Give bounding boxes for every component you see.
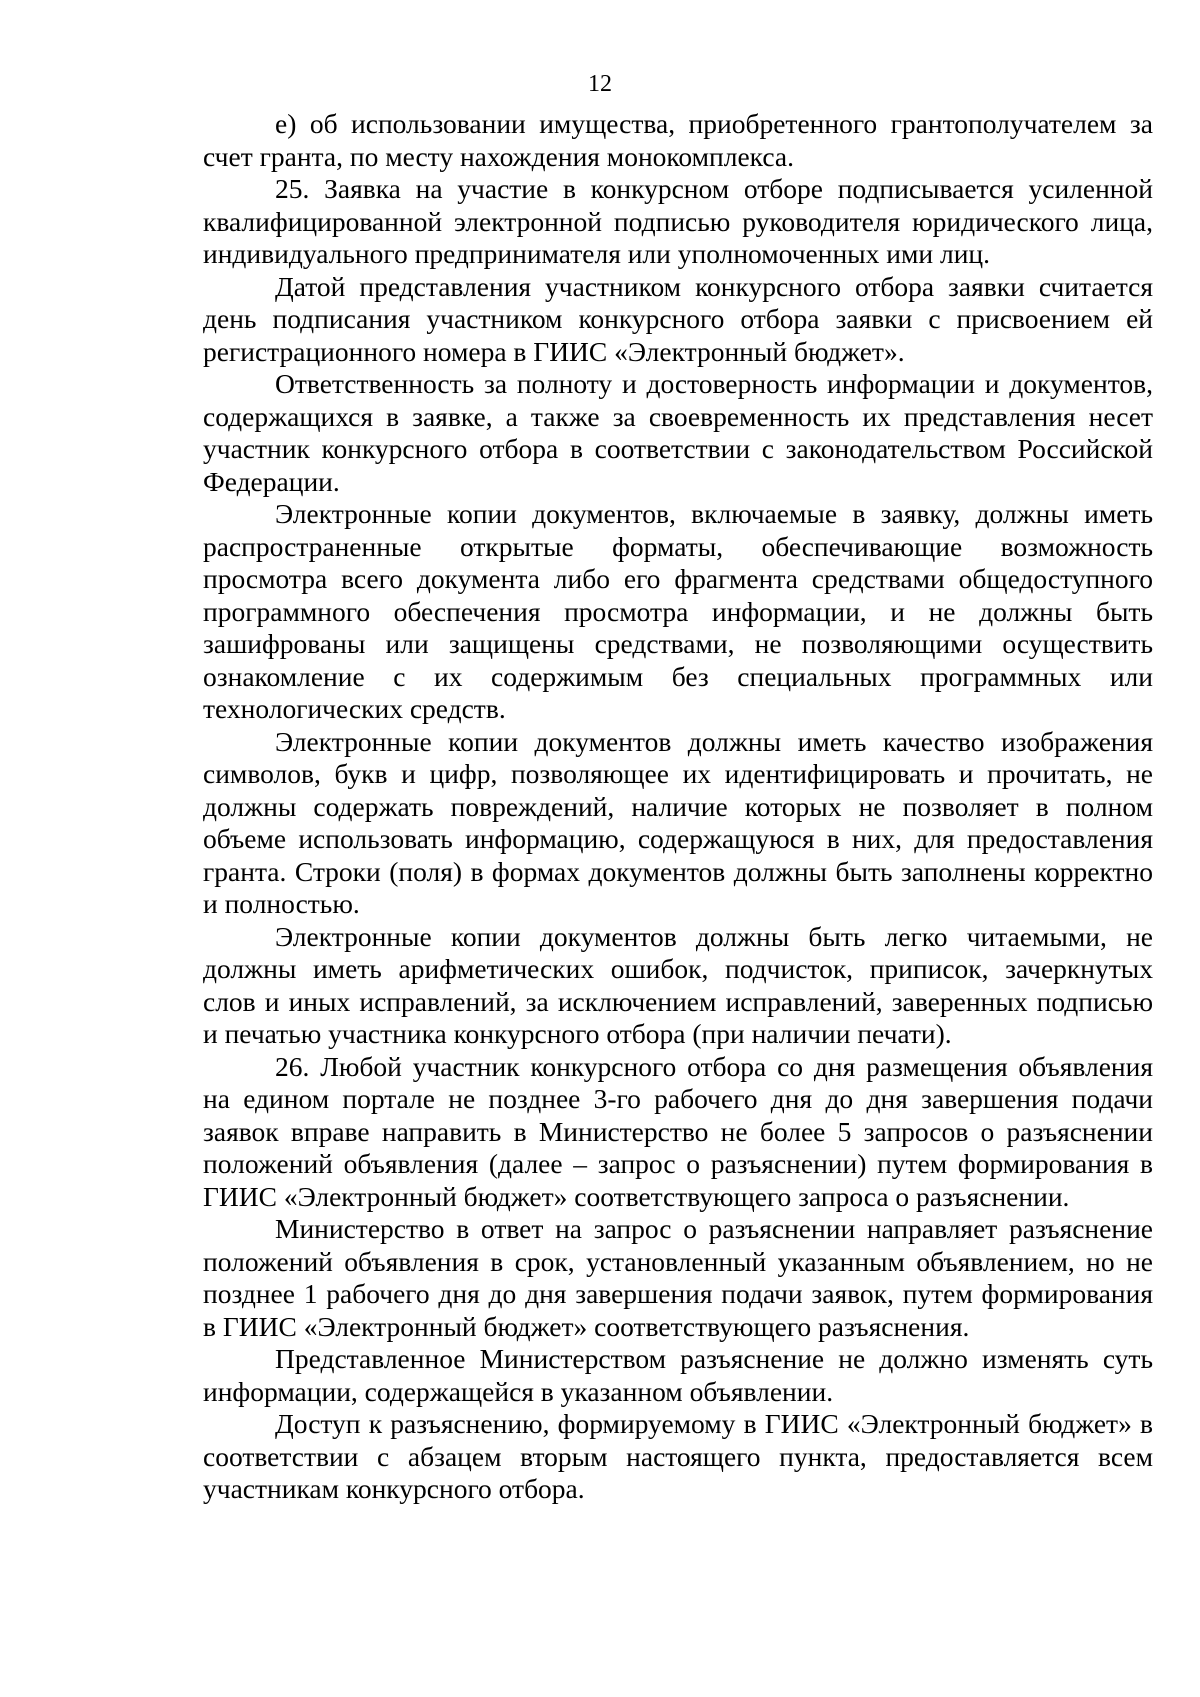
paragraph-clause-26: 26. Любой участник конкурсного отбора со дня размещения объявления на едином портале не позднее 3-го рабочего дня до дня завершения подачи заявок вправе направить в Министерство не более 5 запросов о разъяснении положений объявления (далее – запрос о разъяснении) путем формирования в ГИИС «Электронный бюджет» соответствующего запроса о разъяснении. — [203, 1050, 1153, 1212]
paragraph-responsibility: Ответственность за полноту и достоверность информации и документов, содержащихся в заявке, а также за своевременность их представления несет участник конкурсного отбора в соответствии с законодательством Российской Федерации. — [203, 368, 1153, 497]
paragraph-item-e: е) об использовании имущества, приобретенного грантополучателем за счет гранта, по месту нахождения монокомплекса. — [203, 108, 1153, 172]
paragraph-readability: Электронные копии документов должны быть легко читаемыми, не должны иметь арифметических ошибок, подчисток, приписок, зачеркнутых слов и иных исправлений, за исключением исправлений, заверенных подписью и печатью участника конкурсного отбора (при наличии печати). — [203, 920, 1153, 1049]
document-body — [203, 108, 1153, 1506]
paragraph-clause-25: 25. Заявка на участие в конкурсном отборе подписывается усиленной квалифицированной электронной подписью руководителя юридического лица, индивидуального предпринимателя или уполномоченных ими лиц. — [203, 173, 1153, 269]
paragraph-image-quality: Электронные копии документов должны иметь качество изображения символов, букв и цифр, позволяющее их идентифицировать и прочитать, не должны содержать повреждений, наличие которых не позволяет в полном объеме использовать информацию, содержащуюся в них, для предоставления гранта. Строки (поля) в формах документов должны быть заполнены корректно и полностью. — [203, 725, 1153, 919]
paragraph-submission-date: Датой представления участником конкурсного отбора заявки считается день подписания участником конкурсного отбора заявки с присвоением ей регистрационного номера в ГИИС «Электронный бюджет». — [203, 270, 1153, 367]
page-number: 12 — [588, 71, 612, 97]
paragraph-file-formats: Электронные копии документов, включаемые в заявку, должны иметь распространенные открытые форматы, обеспечивающие возможность просмотра всего документа либо его фрагмента средствами общедоступного программного обеспечения просмотра информации, и не должны быть зашифрованы или защищены средствами, не позволяющими осуществить ознакомление с их содержимым без специальных программных или технологических средств. — [203, 498, 1153, 724]
paragraph-clarification-scope: Представленное Министерством разъяснение не должно изменять суть информации, содержащейся в указанном объявлении. — [203, 1343, 1153, 1407]
paragraph-clarification-access: Доступ к разъяснению, формируемому в ГИИС «Электронный бюджет» в соответствии с абзацем вторым настоящего пункта, предоставляется всем участникам конкурсного отбора. — [203, 1408, 1153, 1504]
paragraph-ministry-response: Министерство в ответ на запрос о разъяснении направляет разъяснение положений объявления в срок, установленный указанным объявлением, но не позднее 1 рабочего дня до дня завершения подачи заявок, путем формирования в ГИИС «Электронный бюджет» соответствующего разъяснения. — [203, 1213, 1153, 1342]
